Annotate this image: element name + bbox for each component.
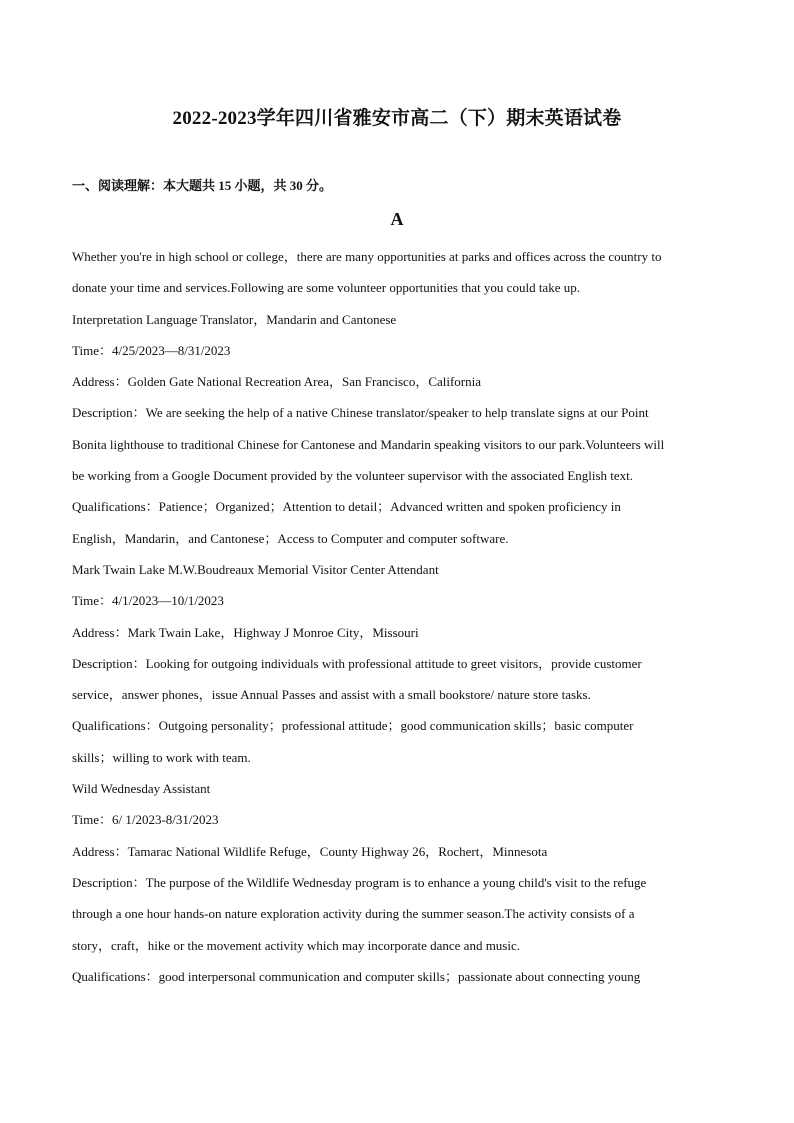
text-line: Time：6/ 1/2023-8/31/2023 <box>72 812 219 828</box>
text-line: Address：Golden Gate National Recreation Area，San Francisco，California <box>72 374 482 390</box>
text-line: Description：We are seeking the help of a native Chinese translator/speaker to help translate signs at our Point <box>72 405 649 421</box>
text-line: Qualifications：good interpersonal communication and computer skills；passionate about connecting young <box>72 968 641 984</box>
text-line: Time：4/1/2023—10/1/2023 <box>72 593 224 609</box>
text-line: English，Mandarin，and Cantonese；Access to Computer and computer software. <box>72 530 509 546</box>
text-line: through a one hour hands-on nature exploration activity during the summer season.The activity consists of a <box>72 906 635 922</box>
text-line: Qualifications：Outgoing personality；professional attitude；good communication skills；basic computer <box>72 718 634 734</box>
text-line: Address：Tamarac National Wildlife Refuge，County Highway 26，Rochert，Minnesota <box>72 843 548 859</box>
text-line: Bonita lighthouse to traditional Chinese for Cantonese and Mandarin speaking visitors to our park.Volunteers will <box>72 436 665 452</box>
text-line: story，craft，hike or the movement activity which may incorporate dance and music. <box>72 937 520 953</box>
text-line: Interpretation Language Translator，Mandarin and Cantonese <box>72 311 397 327</box>
text-line: skills；willing to work with team. <box>72 749 251 765</box>
text-line: donate your time and services.Following are some volunteer opportunities that you could take up. <box>72 280 580 296</box>
text-line: be working from a Google Document provided by the volunteer supervisor with the associated English text. <box>72 468 634 484</box>
text-line: Qualifications：Patience；Organized；Attention to detail；Advanced written and spoken proficiency in <box>72 499 621 515</box>
text-line: Whether you're in high school or college，there are many opportunities at parks and offices across the country to <box>72 249 662 264</box>
section-header: 一、阅读理解：本大题共 15 小题，共 30 分。 <box>72 178 333 193</box>
page-title: 2022-2023学年四川省雅安市高二（下）期末英语试卷 <box>172 108 622 129</box>
text-line: Address：Mark Twain Lake，Highway J Monroe City，Missouri <box>72 624 419 640</box>
passage-label: A <box>390 209 404 229</box>
passage-body <box>72 241 722 992</box>
text-line: service，answer phones，issue Annual Passes and assist with a small bookstore/ nature store tasks. <box>72 687 591 703</box>
text-line: Description：Looking for outgoing individuals with professional attitude to greet visitors，provide customer <box>72 655 642 671</box>
text-line: Wild Wednesday Assistant <box>72 781 211 797</box>
text-line: Mark Twain Lake M.W.Boudreaux Memorial Visitor Center Attendant <box>72 561 439 577</box>
text-line: Time：4/25/2023—8/31/2023 <box>72 342 231 358</box>
text-line: Description：The purpose of the Wildlife Wednesday program is to enhance a young child's visit to the refuge <box>72 874 647 890</box>
